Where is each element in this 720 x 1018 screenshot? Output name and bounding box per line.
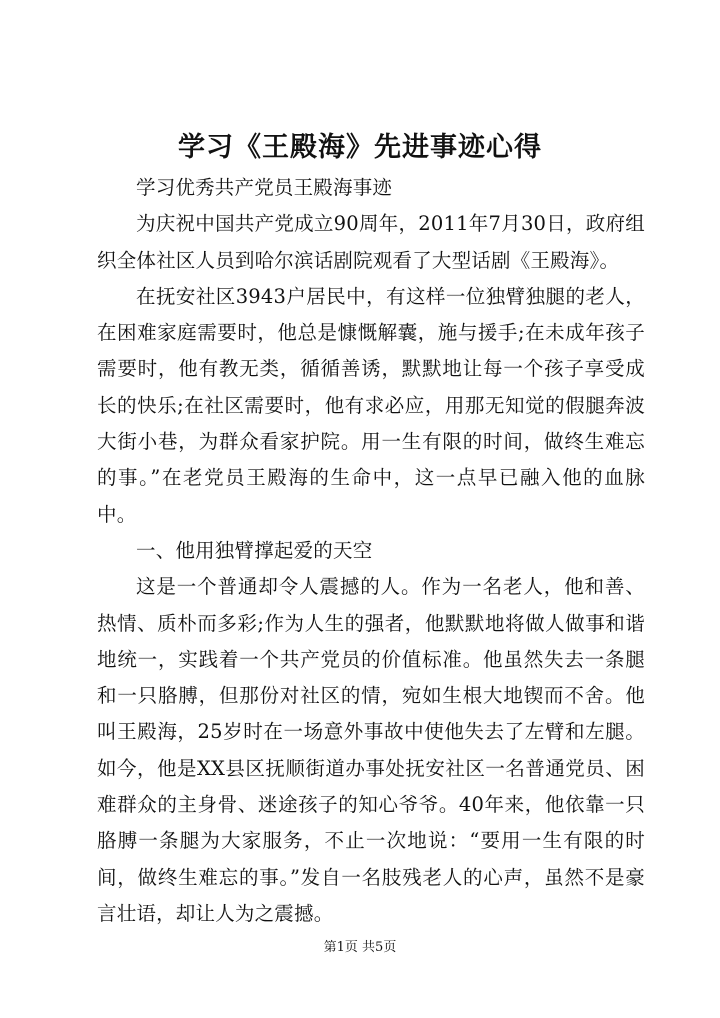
document-body — [97, 170, 645, 932]
document-title: 学习《王殿海》先进事迹心得 — [178, 132, 542, 163]
section-heading: 一、他用独臂撑起爱的天空 — [136, 538, 373, 562]
page-footer: 第1页 共5页 — [323, 940, 397, 955]
paragraph-intro: 为庆祝中国共产党成立90周年，2011年7月30日，政府组织全体社区人员到哈尔滨话剧院观看了大型话剧《王殿海》。 — [97, 212, 645, 272]
paragraph-community: 在抚安社区3943户居民中，有这样一位独臂独腿的老人，在困难家庭需要时，他总是慷慨解囊，施与援手;在未成年孩子需要时，他有教无类，循循善诱，默默地让每一个孩子享受成长的快乐;在社区需要时，他有求必应，用那无知觉的假腿奔波大街小巷，为群众看家护院。用一生有限的时间，做终生难忘的事。”在老党员王殿海的生命中，这一点早已融入他的血脉中。 — [97, 284, 645, 526]
paragraph-profile: 这是一个普通却令人震撼的人。作为一名老人，他和善、热情、质朴而多彩;作为人生的强者，他默默地将做人做事和谐地统一，实践着一个共产党员的价值标准。他虽然失去一条腿和一只胳膊，但那份对社区的情，宛如生根大地锲而不舍。他叫王殿海，25岁时在一场意外事故中使他失去了左臂和左腿。如今，他是XX县区抚顺街道办事处抚安社区一名普通党员、困难群众的主身骨、迷途孩子的知心爷爷。40年来，他依靠一只胳膊一条腿为大家服务，不止一次地说：“要用一生有限的时间，做终生难忘的事。”发自一名肢残老人的心声，虽然不是豪言壮语，却让人为之震撼。 — [97, 575, 645, 925]
paragraph-subtitle: 学习优秀共产党员王殿海事迹 — [136, 176, 393, 199]
